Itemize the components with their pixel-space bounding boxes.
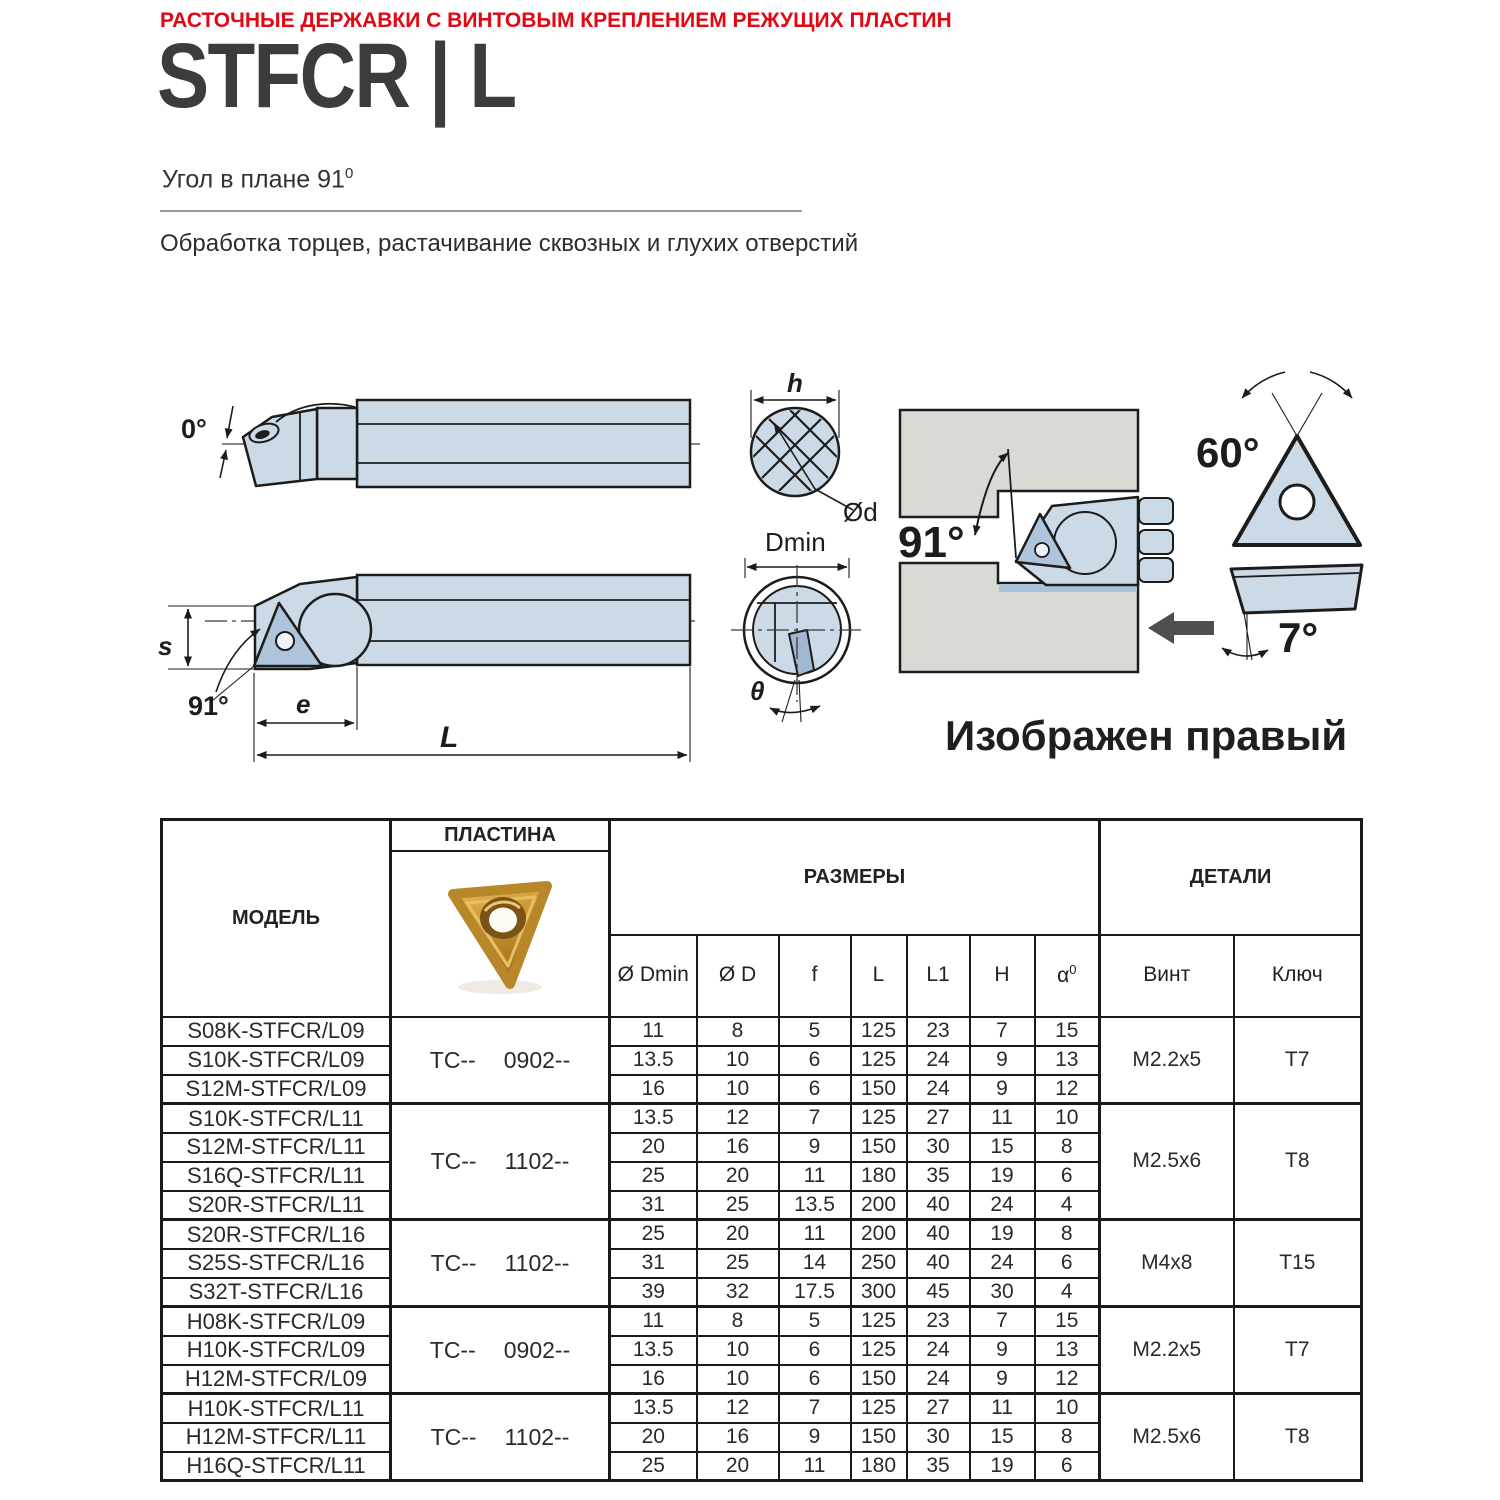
- value-cell: 10: [697, 1046, 779, 1075]
- value-cell: 20: [697, 1220, 779, 1249]
- screw-cell: M2.5x6: [1100, 1394, 1234, 1481]
- header-sizes-group: РАЗМЕРЫ: [610, 820, 1100, 935]
- feed-direction-arrow: [1148, 612, 1214, 644]
- value-cell: 125: [851, 1307, 907, 1336]
- value-cell: 7: [779, 1104, 851, 1133]
- value-cell: 13.5: [779, 1191, 851, 1220]
- plate-cell: [391, 1220, 610, 1307]
- value-cell: 15: [1035, 1017, 1100, 1046]
- page-kicker: РАСТОЧНЫЕ ДЕРЖАВКИ С ВИНТОВЫМ КРЕПЛЕНИЕМ РЕЖУЩИХ ПЛАСТИН: [160, 9, 952, 32]
- subtitle-text: Угол в плане 91: [162, 165, 345, 194]
- key-cell: T7: [1234, 1017, 1362, 1104]
- model-cell: S32T-STFCR/L16: [162, 1278, 391, 1307]
- value-cell: 8: [1035, 1423, 1100, 1452]
- plate-cell: [391, 1104, 610, 1220]
- value-cell: 200: [851, 1220, 907, 1249]
- value-cell: 30: [970, 1278, 1035, 1307]
- value-cell: 24: [907, 1365, 970, 1394]
- value-cell: 11: [779, 1452, 851, 1481]
- plate-cell: [391, 1394, 610, 1481]
- label-od: Ød: [843, 497, 878, 527]
- value-cell: 20: [697, 1162, 779, 1191]
- insert-photo: [425, 856, 575, 1006]
- value-cell: 8: [697, 1017, 779, 1046]
- value-cell: 13: [1035, 1046, 1100, 1075]
- header-h: H: [970, 935, 1035, 1017]
- header-details-group: ДЕТАЛИ: [1100, 820, 1362, 935]
- value-cell: 31: [610, 1191, 697, 1220]
- value-cell: 39: [610, 1278, 697, 1307]
- value-cell: 25: [610, 1162, 697, 1191]
- value-cell: 12: [1035, 1075, 1100, 1104]
- value-cell: 6: [779, 1046, 851, 1075]
- key-cell: T8: [1234, 1104, 1362, 1220]
- alpha-sup: 0: [1069, 961, 1077, 977]
- value-cell: 16: [697, 1423, 779, 1452]
- value-cell: 13.5: [610, 1104, 697, 1133]
- value-cell: 27: [907, 1104, 970, 1133]
- value-cell: 125: [851, 1336, 907, 1365]
- table-row: [162, 1220, 1362, 1249]
- page-subtitle: [162, 165, 353, 194]
- model-cell: S12M-STFCR/L09: [162, 1075, 391, 1104]
- value-cell: 19: [970, 1162, 1035, 1191]
- label-7deg: 7°: [1278, 614, 1319, 661]
- value-cell: 12: [697, 1394, 779, 1423]
- side-view-91deg: [158, 575, 700, 762]
- label-theta: θ: [750, 676, 765, 706]
- model-cell: S08K-STFCR/L09: [162, 1017, 391, 1046]
- value-cell: 15: [1035, 1307, 1100, 1336]
- plate-code-prefix: TC--: [430, 1148, 477, 1175]
- spec-table: [160, 818, 1363, 1482]
- screw-cell: M2.2x5: [1100, 1017, 1234, 1104]
- section-dmin-circle: [731, 527, 863, 722]
- value-cell: 12: [1035, 1365, 1100, 1394]
- value-cell: 40: [907, 1191, 970, 1220]
- table-row: [162, 1307, 1362, 1336]
- value-cell: 30: [907, 1133, 970, 1162]
- value-cell: 31: [610, 1249, 697, 1278]
- value-cell: 11: [970, 1104, 1035, 1133]
- value-cell: 40: [907, 1249, 970, 1278]
- value-cell: 150: [851, 1133, 907, 1162]
- value-cell: 250: [851, 1249, 907, 1278]
- plate-code-size: 0902--: [503, 1046, 571, 1073]
- value-cell: 25: [610, 1220, 697, 1249]
- value-cell: 25: [697, 1191, 779, 1220]
- value-cell: 40: [907, 1220, 970, 1249]
- plate-code-size: 1102--: [504, 1249, 570, 1276]
- value-cell: 9: [779, 1423, 851, 1452]
- label-L: L: [440, 721, 459, 754]
- value-cell: 20: [610, 1423, 697, 1452]
- value-cell: 15: [970, 1423, 1035, 1452]
- key-cell: T15: [1234, 1220, 1362, 1307]
- value-cell: 11: [779, 1220, 851, 1249]
- value-cell: 6: [779, 1075, 851, 1104]
- header-model: МОДЕЛЬ: [162, 820, 391, 1017]
- model-cell: S10K-STFCR/L11: [162, 1104, 391, 1133]
- value-cell: 180: [851, 1162, 907, 1191]
- alpha-base: α: [1057, 963, 1070, 987]
- value-cell: 6: [779, 1336, 851, 1365]
- model-cell: S20R-STFCR/L11: [162, 1191, 391, 1220]
- header-key: Ключ: [1234, 935, 1362, 1017]
- plate-code-size: 1102--: [504, 1423, 570, 1450]
- value-cell: 10: [697, 1365, 779, 1394]
- value-cell: 24: [970, 1249, 1035, 1278]
- value-cell: 11: [970, 1394, 1035, 1423]
- model-cell: H12M-STFCR/L09: [162, 1365, 391, 1394]
- value-cell: 9: [779, 1133, 851, 1162]
- value-cell: 35: [907, 1452, 970, 1481]
- value-cell: 16: [610, 1075, 697, 1104]
- value-cell: 13.5: [610, 1336, 697, 1365]
- value-cell: 10: [697, 1075, 779, 1104]
- workpiece-diagram: [898, 410, 1214, 672]
- model-cell: S16Q-STFCR/L11: [162, 1162, 391, 1191]
- header-dmin: Ø Dmin: [610, 935, 697, 1017]
- value-cell: 10: [1035, 1104, 1100, 1133]
- value-cell: 5: [779, 1017, 851, 1046]
- model-cell: H10K-STFCR/L09: [162, 1336, 391, 1365]
- label-91deg-right: 91°: [898, 518, 965, 567]
- value-cell: 24: [907, 1336, 970, 1365]
- value-cell: 45: [907, 1278, 970, 1307]
- value-cell: 15: [970, 1133, 1035, 1162]
- plate-cell: [391, 1017, 610, 1104]
- header-f: f: [779, 935, 851, 1017]
- header-d: Ø D: [697, 935, 779, 1017]
- value-cell: 25: [697, 1249, 779, 1278]
- value-cell: 14: [779, 1249, 851, 1278]
- value-cell: 9: [970, 1046, 1035, 1075]
- screw-cell: M2.2x5: [1100, 1307, 1234, 1394]
- plate-code-prefix: TC--: [430, 1423, 477, 1450]
- value-cell: 4: [1035, 1278, 1100, 1307]
- value-cell: 125: [851, 1394, 907, 1423]
- screw-cell: M2.5x6: [1100, 1104, 1234, 1220]
- value-cell: 8: [1035, 1220, 1100, 1249]
- value-cell: 17.5: [779, 1278, 851, 1307]
- value-cell: 6: [779, 1365, 851, 1394]
- table-row: [162, 1394, 1362, 1423]
- model-cell: H10K-STFCR/L11: [162, 1394, 391, 1423]
- value-cell: 10: [697, 1336, 779, 1365]
- value-cell: 7: [970, 1307, 1035, 1336]
- value-cell: 9: [970, 1075, 1035, 1104]
- value-cell: 11: [610, 1307, 697, 1336]
- label-e: e: [296, 689, 311, 719]
- model-cell: H16Q-STFCR/L11: [162, 1452, 391, 1481]
- table-row: [162, 1104, 1362, 1133]
- header-alpha: [1035, 935, 1100, 1017]
- value-cell: 12: [697, 1104, 779, 1133]
- header-plate: ПЛАСТИНА: [391, 820, 610, 851]
- subtitle-sup: 0: [344, 165, 354, 182]
- value-cell: 125: [851, 1046, 907, 1075]
- value-cell: 27: [907, 1394, 970, 1423]
- model-cell: S20R-STFCR/L16: [162, 1220, 391, 1249]
- key-cell: T8: [1234, 1394, 1362, 1481]
- value-cell: 6: [1035, 1452, 1100, 1481]
- label-s: s: [158, 631, 173, 661]
- value-cell: 150: [851, 1423, 907, 1452]
- value-cell: 8: [697, 1307, 779, 1336]
- value-cell: 24: [907, 1046, 970, 1075]
- label-91deg-left: 91°: [188, 691, 229, 721]
- value-cell: 19: [970, 1452, 1035, 1481]
- label-0deg: 0°: [181, 414, 207, 444]
- page-title: STFCR | L: [157, 25, 516, 127]
- section-h-circle: [740, 360, 878, 530]
- value-cell: 6: [1035, 1249, 1100, 1278]
- plate-code-prefix: TC--: [429, 1336, 476, 1363]
- value-cell: 180: [851, 1452, 907, 1481]
- plate-code-size: 0902--: [503, 1336, 571, 1363]
- value-cell: 300: [851, 1278, 907, 1307]
- value-cell: 11: [779, 1162, 851, 1191]
- table-row: [162, 1017, 1362, 1046]
- value-cell: 150: [851, 1365, 907, 1394]
- model-cell: H12M-STFCR/L11: [162, 1423, 391, 1452]
- value-cell: 24: [970, 1191, 1035, 1220]
- value-cell: 8: [1035, 1133, 1100, 1162]
- header-l1: L1: [907, 935, 970, 1017]
- value-cell: 9: [970, 1336, 1035, 1365]
- plate-code-prefix: TC--: [429, 1046, 476, 1073]
- label-60deg: 60°: [1196, 429, 1260, 476]
- header-screw: Винт: [1100, 935, 1234, 1017]
- model-cell: S25S-STFCR/L16: [162, 1249, 391, 1278]
- value-cell: 10: [1035, 1394, 1100, 1423]
- value-cell: 5: [779, 1307, 851, 1336]
- plate-cell: [391, 1307, 610, 1394]
- value-cell: 30: [907, 1423, 970, 1452]
- key-cell: T7: [1234, 1307, 1362, 1394]
- side-view-0deg: [181, 400, 700, 487]
- value-cell: 7: [970, 1017, 1035, 1046]
- plate-photo-cell: [391, 851, 610, 1017]
- value-cell: 16: [697, 1133, 779, 1162]
- value-cell: 13: [1035, 1336, 1100, 1365]
- model-cell: S12M-STFCR/L11: [162, 1133, 391, 1162]
- header-l: L: [851, 935, 907, 1017]
- label-h: h: [787, 368, 803, 398]
- value-cell: 7: [779, 1394, 851, 1423]
- value-cell: 13.5: [610, 1394, 697, 1423]
- value-cell: 25: [610, 1452, 697, 1481]
- value-cell: 6: [1035, 1162, 1100, 1191]
- plate-code-size: 1102--: [504, 1148, 570, 1175]
- value-cell: 23: [907, 1307, 970, 1336]
- value-cell: 9: [970, 1365, 1035, 1394]
- spec-table-body: [162, 1017, 1362, 1481]
- value-cell: 20: [610, 1133, 697, 1162]
- value-cell: 20: [697, 1452, 779, 1481]
- value-cell: 16: [610, 1365, 697, 1394]
- label-dmin: Dmin: [765, 527, 826, 557]
- model-cell: H08K-STFCR/L09: [162, 1307, 391, 1336]
- screw-cell: M4x8: [1100, 1220, 1234, 1307]
- page-description: Обработка торцев, растачивание сквозных и глухих отверстий: [160, 230, 859, 257]
- value-cell: 23: [907, 1017, 970, 1046]
- value-cell: 11: [610, 1017, 697, 1046]
- value-cell: 24: [907, 1075, 970, 1104]
- value-cell: 13.5: [610, 1046, 697, 1075]
- value-cell: 150: [851, 1075, 907, 1104]
- value-cell: 35: [907, 1162, 970, 1191]
- insert-60deg-diagram: [1196, 372, 1362, 661]
- plate-code-prefix: TC--: [430, 1249, 477, 1276]
- divider-line: [160, 210, 802, 212]
- value-cell: 200: [851, 1191, 907, 1220]
- drawing-caption: Изображен правый: [945, 712, 1348, 759]
- value-cell: 125: [851, 1104, 907, 1133]
- value-cell: 19: [970, 1220, 1035, 1249]
- model-cell: S10K-STFCR/L09: [162, 1046, 391, 1075]
- value-cell: 125: [851, 1017, 907, 1046]
- value-cell: 32: [697, 1278, 779, 1307]
- value-cell: 4: [1035, 1191, 1100, 1220]
